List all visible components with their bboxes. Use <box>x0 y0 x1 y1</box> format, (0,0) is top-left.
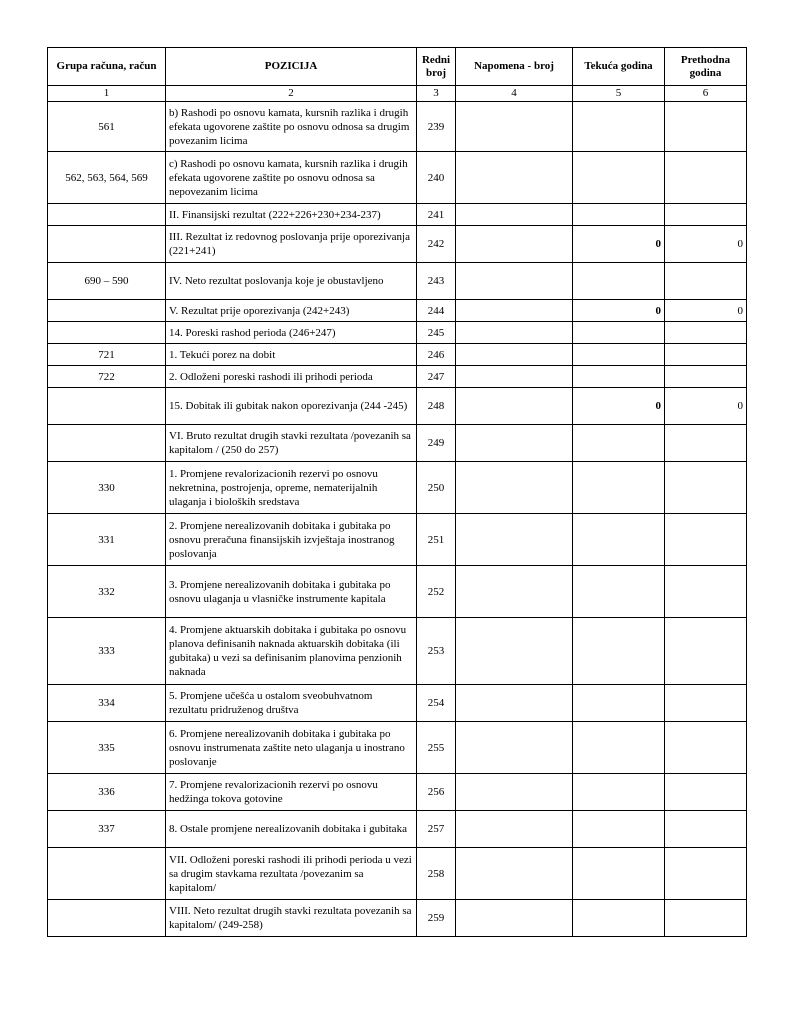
account-group-cell: 690 – 590 <box>48 263 166 300</box>
account-group-cell: 330 <box>48 462 166 514</box>
account-group-cell: 562, 563, 564, 569 <box>48 152 166 204</box>
note-cell <box>456 514 573 566</box>
account-group-cell: 332 <box>48 566 166 618</box>
current-year-cell <box>573 685 665 722</box>
ordinal-cell: 255 <box>417 722 456 774</box>
account-group-cell <box>48 900 166 937</box>
position-cell: c) Rashodi po osnovu kamata, kursnih razlika i drugih efekata ugovorene zaštite po osnovu odnosa sa nepovezanim licima <box>166 152 417 204</box>
table-row <box>48 685 747 722</box>
column-index: 3 <box>417 86 456 102</box>
note-cell <box>456 685 573 722</box>
position-cell: 2. Odloženi poreski rashodi ili prihodi perioda <box>166 366 417 388</box>
current-year-cell <box>573 263 665 300</box>
position-cell: 3. Promjene nerealizovanih dobitaka i gubitaka po osnovu ulaganja u vlasničke instrumente kapitala <box>166 566 417 618</box>
current-year-cell <box>573 514 665 566</box>
position-cell: III. Rezultat iz redovnog poslovanja prije oporezivanja (221+241) <box>166 226 417 263</box>
current-year-cell <box>573 425 665 462</box>
position-cell: 1. Tekući porez na dobit <box>166 344 417 366</box>
ordinal-cell: 254 <box>417 685 456 722</box>
account-group-cell: 721 <box>48 344 166 366</box>
current-year-cell <box>573 152 665 204</box>
account-group-cell <box>48 848 166 900</box>
ordinal-cell: 259 <box>417 900 456 937</box>
position-cell: 1. Promjene revalorizacionih rezervi po osnovu nekretnina, postrojenja, opreme, nematerijalnih ulaganja i bioloških sredstava <box>166 462 417 514</box>
note-cell <box>456 618 573 685</box>
header-row <box>48 48 747 86</box>
previous-year-cell <box>665 811 747 848</box>
table-body <box>48 102 747 937</box>
current-year-cell: 0 <box>573 388 665 425</box>
position-cell: 15. Dobitak ili gubitak nakon oporezivanja (244 -245) <box>166 388 417 425</box>
position-cell: 4. Promjene aktuarskih dobitaka i gubitaka po osnovu planova definisanih naknada aktuarskih dobitaka (ili gubitaka) u vezi sa definisanim planovima penzionih naknada <box>166 618 417 685</box>
column-index-row <box>48 86 747 102</box>
note-cell <box>456 322 573 344</box>
account-group-cell <box>48 204 166 226</box>
previous-year-cell <box>665 514 747 566</box>
table-row <box>48 102 747 152</box>
ordinal-cell: 241 <box>417 204 456 226</box>
ordinal-cell: 242 <box>417 226 456 263</box>
previous-year-cell <box>665 900 747 937</box>
previous-year-cell <box>665 425 747 462</box>
note-cell <box>456 152 573 204</box>
ordinal-cell: 247 <box>417 366 456 388</box>
current-year-cell <box>573 618 665 685</box>
account-group-cell <box>48 388 166 425</box>
table-row <box>48 848 747 900</box>
table-row <box>48 344 747 366</box>
account-group-cell <box>48 425 166 462</box>
table-row <box>48 152 747 204</box>
ordinal-cell: 253 <box>417 618 456 685</box>
note-cell <box>456 263 573 300</box>
header-group: Grupa računa, račun <box>48 48 166 86</box>
previous-year-cell <box>665 618 747 685</box>
position-cell: II. Finansijski rezultat (222+226+230+234-237) <box>166 204 417 226</box>
note-cell <box>456 900 573 937</box>
note-cell <box>456 388 573 425</box>
table-row <box>48 366 747 388</box>
table-row <box>48 322 747 344</box>
ordinal-cell: 246 <box>417 344 456 366</box>
position-cell: VIII. Neto rezultat drugih stavki rezultata povezanih sa kapitalom/ (249-258) <box>166 900 417 937</box>
account-group-cell <box>48 226 166 263</box>
table-row <box>48 300 747 322</box>
header-ordinal: Redni broj <box>417 48 456 86</box>
column-index: 2 <box>166 86 417 102</box>
previous-year-cell <box>665 685 747 722</box>
current-year-cell <box>573 566 665 618</box>
position-cell: V. Rezultat prije oporezivanja (242+243) <box>166 300 417 322</box>
account-group-cell <box>48 300 166 322</box>
previous-year-cell <box>665 774 747 811</box>
column-index: 5 <box>573 86 665 102</box>
ordinal-cell: 256 <box>417 774 456 811</box>
account-group-cell: 335 <box>48 722 166 774</box>
current-year-cell <box>573 774 665 811</box>
ordinal-cell: 252 <box>417 566 456 618</box>
table-row <box>48 204 747 226</box>
current-year-cell: 0 <box>573 300 665 322</box>
current-year-cell <box>573 811 665 848</box>
previous-year-cell <box>665 848 747 900</box>
position-cell: 8. Ostale promjene nerealizovanih dobitaka i gubitaka <box>166 811 417 848</box>
previous-year-cell <box>665 566 747 618</box>
note-cell <box>456 722 573 774</box>
ordinal-cell: 251 <box>417 514 456 566</box>
table-row <box>48 388 747 425</box>
ordinal-cell: 243 <box>417 263 456 300</box>
note-cell <box>456 344 573 366</box>
current-year-cell <box>573 204 665 226</box>
table-row <box>48 811 747 848</box>
ordinal-cell: 240 <box>417 152 456 204</box>
position-cell: 5. Promjene učešća u ostalom sveobuhvatnom rezultatu pridruženog društva <box>166 685 417 722</box>
ordinal-cell: 257 <box>417 811 456 848</box>
header-note: Napomena - broj <box>456 48 573 86</box>
table-row <box>48 774 747 811</box>
current-year-cell <box>573 848 665 900</box>
note-cell <box>456 566 573 618</box>
account-group-cell <box>48 322 166 344</box>
previous-year-cell <box>665 263 747 300</box>
previous-year-cell <box>665 204 747 226</box>
header-current-year: Tekuća godina <box>573 48 665 86</box>
position-cell: 2. Promjene nerealizovanih dobitaka i gubitaka po osnovu preračuna finansijskih izvještaja inostranog poslovanja <box>166 514 417 566</box>
header-position: POZICIJA <box>166 48 417 86</box>
position-cell: IV. Neto rezultat poslovanja koje je obustavljeno <box>166 263 417 300</box>
current-year-cell <box>573 900 665 937</box>
ordinal-cell: 248 <box>417 388 456 425</box>
account-group-cell: 333 <box>48 618 166 685</box>
previous-year-cell <box>665 462 747 514</box>
ordinal-cell: 249 <box>417 425 456 462</box>
current-year-cell <box>573 344 665 366</box>
position-cell: 6. Promjene nerealizovanih dobitaka i gubitaka po osnovu instrumenata zaštite neto ulaganja u inostrano poslovanje <box>166 722 417 774</box>
note-cell <box>456 204 573 226</box>
note-cell <box>456 848 573 900</box>
position-cell: VI. Bruto rezultat drugih stavki rezultata /povezanih sa kapitalom / (250 do 257) <box>166 425 417 462</box>
current-year-cell <box>573 722 665 774</box>
column-index: 6 <box>665 86 747 102</box>
column-index: 1 <box>48 86 166 102</box>
current-year-cell: 0 <box>573 226 665 263</box>
ordinal-cell: 239 <box>417 102 456 152</box>
table-row <box>48 618 747 685</box>
table-row <box>48 900 747 937</box>
note-cell <box>456 226 573 263</box>
income-statement-table <box>47 47 747 937</box>
note-cell <box>456 774 573 811</box>
ordinal-cell: 250 <box>417 462 456 514</box>
current-year-cell <box>573 366 665 388</box>
header-previous-year: Prethodna godina <box>665 48 747 86</box>
account-group-cell: 722 <box>48 366 166 388</box>
ordinal-cell: 244 <box>417 300 456 322</box>
position-cell: VII. Odloženi poreski rashodi ili prihodi perioda u vezi sa drugim stavkama rezultata /povezanim sa kapitalom/ <box>166 848 417 900</box>
note-cell <box>456 425 573 462</box>
previous-year-cell <box>665 344 747 366</box>
previous-year-cell <box>665 102 747 152</box>
account-group-cell: 336 <box>48 774 166 811</box>
account-group-cell: 331 <box>48 514 166 566</box>
column-index: 4 <box>456 86 573 102</box>
account-group-cell: 334 <box>48 685 166 722</box>
account-group-cell: 337 <box>48 811 166 848</box>
current-year-cell <box>573 322 665 344</box>
note-cell <box>456 811 573 848</box>
note-cell <box>456 366 573 388</box>
table-row <box>48 514 747 566</box>
note-cell <box>456 102 573 152</box>
table-row <box>48 263 747 300</box>
table-row <box>48 226 747 263</box>
position-cell: 7. Promjene revalorizacionih rezervi po osnovu hedžinga tokova gotovine <box>166 774 417 811</box>
note-cell <box>456 462 573 514</box>
previous-year-cell: 0 <box>665 388 747 425</box>
previous-year-cell: 0 <box>665 226 747 263</box>
previous-year-cell <box>665 722 747 774</box>
ordinal-cell: 258 <box>417 848 456 900</box>
previous-year-cell <box>665 152 747 204</box>
table-row <box>48 425 747 462</box>
table-row <box>48 462 747 514</box>
current-year-cell <box>573 462 665 514</box>
table-row <box>48 566 747 618</box>
ordinal-cell: 245 <box>417 322 456 344</box>
previous-year-cell <box>665 366 747 388</box>
previous-year-cell <box>665 322 747 344</box>
position-cell: 14. Poreski rashod perioda (246+247) <box>166 322 417 344</box>
position-cell: b) Rashodi po osnovu kamata, kursnih razlika i drugih efekata ugovorene zaštite po osnovu odnosa sa drugim povezanim licima <box>166 102 417 152</box>
current-year-cell <box>573 102 665 152</box>
previous-year-cell: 0 <box>665 300 747 322</box>
table-row <box>48 722 747 774</box>
account-group-cell: 561 <box>48 102 166 152</box>
note-cell <box>456 300 573 322</box>
